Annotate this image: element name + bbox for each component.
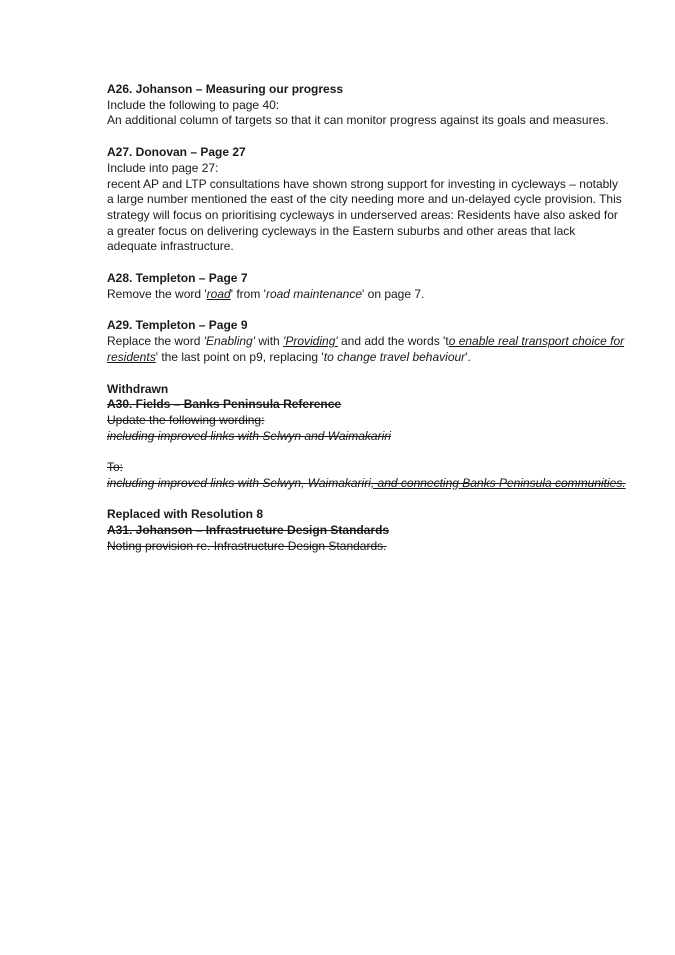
amendment-a28 <box>107 271 627 302</box>
amendment-text: An additional column of targets so that it can monitor progress against its goals and measures. <box>107 113 609 128</box>
text-fragment: ' from ' <box>230 286 266 301</box>
new-word: 'Providing' <box>283 334 338 349</box>
to-label: To: <box>107 460 124 475</box>
instruction-text: Update the following wording: <box>107 412 265 427</box>
amendment-text: recent AP and LTP consultations have shown strong support for investing in cycleways – notably a large number mentioned the east of the city needing more and un-delayed cycle provision. This strategy will focus on prioritising cycleways in underserved areas: Residents have also asked for a greater focus on delivering cycleways in the Eastern suburbs and other areas that lack adequate infrastructure. <box>107 176 622 254</box>
amendment-heading: A29. Templeton – Page 9 <box>107 318 248 333</box>
removed-word: road <box>206 286 231 301</box>
status-label: Replaced with Resolution 8 <box>107 507 264 522</box>
amendment-heading: A26. Johanson – Measuring our progress <box>107 82 344 96</box>
added-words: , and connecting Banks Peninsula communities. <box>370 475 626 490</box>
amendment-a30 <box>107 382 627 492</box>
text-fragment: and add the words 't <box>337 334 449 349</box>
amendment-a27 <box>107 145 627 255</box>
text-fragment: including improved links with Selwyn, Waimakariri <box>107 475 371 490</box>
text-fragment: Remove the word ' <box>107 286 207 301</box>
amendment-a29 <box>107 318 627 365</box>
amendment-a31 <box>107 507 627 554</box>
text-fragment: ' the last point on p9, replacing ' <box>155 349 324 364</box>
text-fragment: with <box>255 334 284 349</box>
phrase: road maintenance <box>265 286 363 301</box>
replaced-words: to change travel behaviour <box>323 349 466 364</box>
instruction-text: Include the following to page 40: <box>107 97 280 112</box>
amendment-text: Noting provision re. Infrastructure Design Standards. <box>107 538 387 553</box>
document-page <box>107 82 627 571</box>
original-wording: including improved links with Selwyn and Waimakariri <box>107 428 391 443</box>
spacer <box>107 444 627 460</box>
amendment-a26 <box>107 82 627 129</box>
added-words: o enable real transport choice for residents <box>107 334 625 364</box>
amendment-heading: A28. Templeton – Page 7 <box>107 271 248 286</box>
text-fragment: '. <box>465 349 471 364</box>
text-fragment: Replace the word <box>107 334 204 349</box>
old-word: 'Enabling' <box>203 334 256 349</box>
amendment-text <box>107 287 627 303</box>
instruction-text: Include into page 27: <box>107 160 219 175</box>
new-wording <box>107 476 627 492</box>
amendment-text <box>107 334 627 365</box>
status-label: Withdrawn <box>107 381 169 396</box>
amendment-heading: A30. Fields – Banks Peninsula Reference <box>107 397 342 412</box>
text-fragment: ' on page 7. <box>362 286 425 301</box>
amendment-heading: A31. Johanson – Infrastructure Design Standards <box>107 523 390 538</box>
amendment-heading: A27. Donovan – Page 27 <box>107 145 246 160</box>
